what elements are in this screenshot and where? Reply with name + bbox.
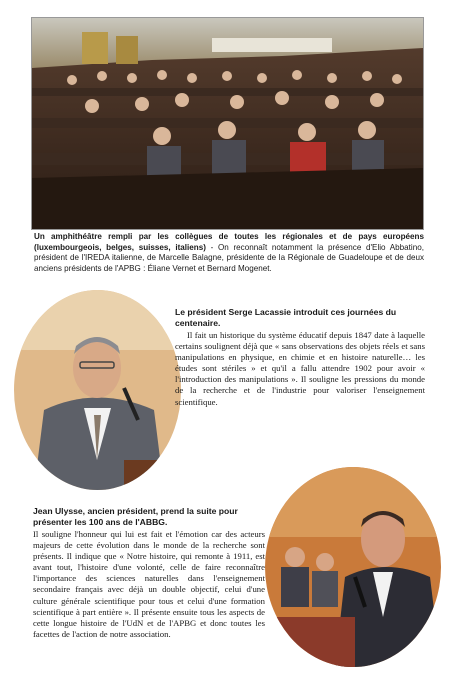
ulysse-lead: Jean Ulysse, ancien président, prend la suite pour présenter les 100 ans de l'ABBG.	[33, 506, 238, 527]
amphitheatre-caption	[34, 232, 424, 274]
ulysse-section	[33, 506, 265, 640]
ulysse-body: Il souligne l'honneur qui lui est fait et l'émotion car des acteurs majeurs de cette évolution dans le monde de la recherche sont présents. Il indique que « Notre histoire, qui remonte à 1911, est avant tout, l'histoire d'une volonté, celle de faire reconnaître l'importance des sciences naturelles dans l'enseignement secondaire français avec déjà un double objectif, celui d'une culture générale scientifique pour tous et celui d'une formation scientifique à part entière ». Il présente ensuite tous les aspects de cette longue histoire de l'UdN et de l'APBG et donc toutes les facettes de l'action de notre association.	[33, 529, 265, 639]
lacassie-section	[175, 307, 425, 408]
lacassie-body: Il fait un historique du système éducatif depuis 1847 date à laquelle certains soulignent déjà que « sans observations des objets réels et sans manipulations en physique, en chimie et en histoire naturelle… les études sont stériles » et qu'il a fallu attendre 1902 pour avoir « l'introduction des manipulations ». Il souligne les pressions du monde de la recherche et de l'industrie pour valoriser l'enseignement scientifique.	[175, 330, 425, 407]
lacassie-lead: Le président Serge Lacassie introduit ces journées du centenaire.	[175, 307, 397, 328]
lacassie-photo	[14, 290, 181, 490]
ulysse-photo	[265, 467, 441, 667]
caption-text: - On reconnaît notamment la présence d'Elio Abbatino, président de l'IREDA italienne, de Marcelle Balagne, présidente de la Régionale de Guadeloupe et de deux anciens présidents de l'APBG : Éliane Vernet et Bernard Mogenet.	[34, 242, 424, 273]
caption-bold-text: Un amphithéâtre rempli par les collègues de toutes les régionales et de pays européens (luxembourgeois, belges, suisses, italiens)	[34, 232, 424, 252]
amphitheatre-photo	[31, 17, 424, 230]
